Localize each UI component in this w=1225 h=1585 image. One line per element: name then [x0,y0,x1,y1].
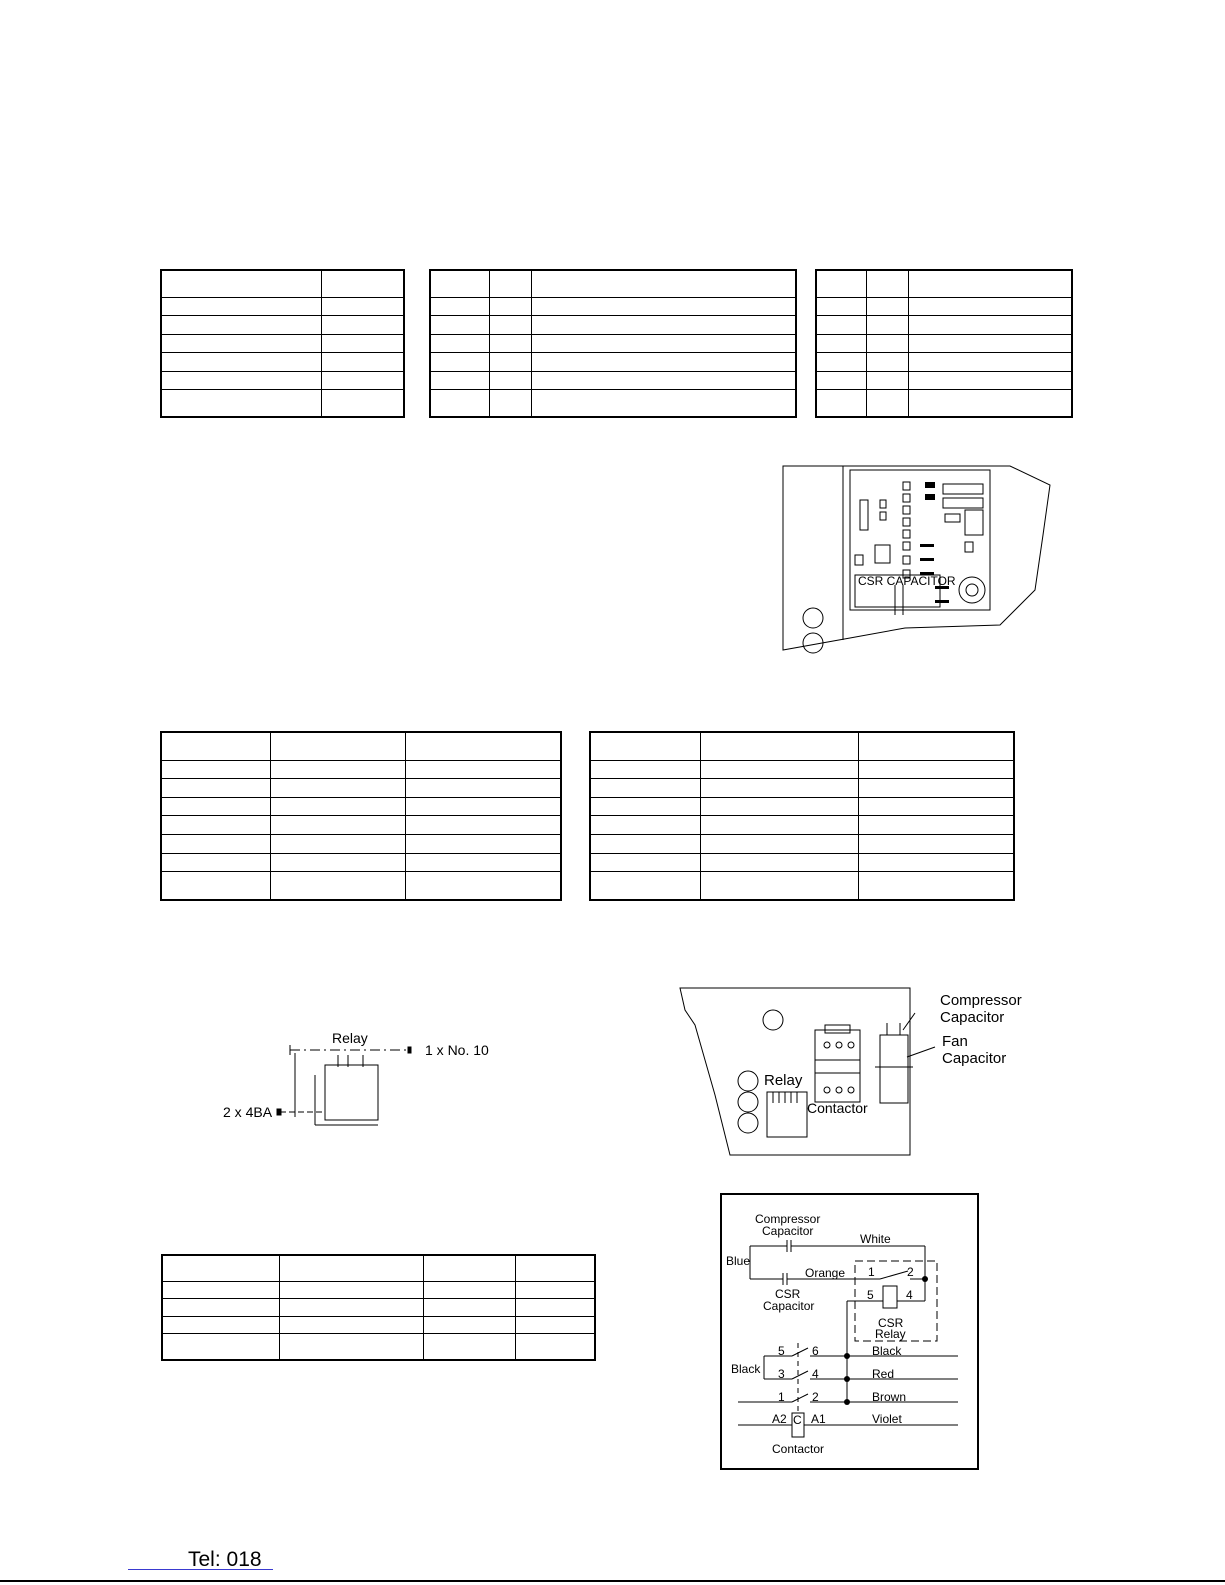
table-cell [489,389,531,417]
table-cell [866,270,908,298]
wd-csr-relay-1: CSR [878,1316,904,1330]
wd-t5: 5 [867,1288,874,1302]
wd-c4: 4 [812,1367,819,1381]
table-cell [161,334,321,352]
table-cell [321,334,404,352]
table-cell [279,1316,423,1334]
table-cell [700,816,858,835]
table-1 [160,269,405,418]
fan-capacitor-label-2: Capacitor [942,1050,1007,1067]
table-cell [405,779,561,798]
table-cell [423,1334,515,1360]
bottom-rule [0,1580,1225,1582]
table-row [816,316,1072,334]
table-cell [405,853,561,872]
table-cell [531,353,796,371]
table-row [430,270,796,298]
table-row [161,835,561,854]
wd-t2: 2 [907,1265,914,1279]
table-cell [161,835,270,854]
table-cell [161,797,270,816]
table-row [590,872,1014,900]
table-cell [858,779,1014,798]
table-row [590,797,1014,816]
table-cell [858,732,1014,760]
table-row [590,732,1014,760]
table-row [161,797,561,816]
table-cell [515,1281,595,1299]
table-row [161,298,404,316]
table-cell [423,1281,515,1299]
table-cell [270,835,405,854]
table-cell [430,389,489,417]
table-row [161,334,404,352]
table-cell [590,779,700,798]
table-cell [161,872,270,900]
panel-relay-label: Relay [764,1072,803,1089]
wd-black-left: Black [731,1362,761,1376]
table-row [430,334,796,352]
table-row [161,270,404,298]
table-cell [430,371,489,389]
wiring-diagram [720,1193,980,1471]
table-cell [908,270,1072,298]
fan-capacitor-label-1: Fan [942,1033,968,1050]
wd-coil: C [793,1413,802,1427]
relay-label: Relay [332,1030,368,1046]
table-cell [515,1316,595,1334]
table-cell [515,1299,595,1317]
table-cell [430,334,489,352]
table-cell [423,1299,515,1317]
table-cell [161,316,321,334]
compressor-capacitor-label-1: Compressor [940,992,1022,1009]
pcb-figure [775,460,1065,660]
table-cell [430,270,489,298]
table-row [590,760,1014,779]
table-cell [161,371,321,389]
table-cell [279,1255,423,1281]
wd-compressor-cap-2: Capacitor [762,1224,814,1238]
table-cell [590,797,700,816]
table-cell [489,371,531,389]
table-cell [161,732,270,760]
table-cell [405,835,561,854]
table-row [430,389,796,417]
table-cell [270,760,405,779]
table-cell [700,779,858,798]
wd-c3: 3 [778,1367,785,1381]
table-row [161,816,561,835]
wd-c6: 6 [812,1344,819,1358]
table-cell [700,797,858,816]
table-row [162,1316,595,1334]
table-row [162,1255,595,1281]
table-cell [405,760,561,779]
wd-csr-relay-2: Relay [875,1327,906,1341]
table-row [590,835,1014,854]
table-row [816,334,1072,352]
table-cell [405,797,561,816]
table-cell [590,872,700,900]
table-cell [531,334,796,352]
csr-capacitor-label: CSR CAPACITOR [858,574,956,588]
table-cell [321,298,404,316]
wd-contactor: Contactor [772,1442,825,1456]
compressor-capacitor-label-2: Capacitor [940,1009,1005,1026]
wd-t4: 4 [906,1288,913,1302]
table-row [816,389,1072,417]
wd-blue: Blue [726,1254,751,1268]
table-cell [816,316,866,334]
table-cell [908,389,1072,417]
table-row [816,353,1072,371]
table-cell [816,353,866,371]
table-cell [270,872,405,900]
wd-csr-cap-2: Capacitor [763,1299,815,1313]
table-row [590,853,1014,872]
table-cell [858,816,1014,835]
table-cell [162,1334,279,1360]
table-cell [590,760,700,779]
wd-a1: A1 [811,1412,826,1426]
table-row [161,389,404,417]
table-cell [531,371,796,389]
table-cell [161,760,270,779]
table-row [590,816,1014,835]
table-5 [589,731,1015,901]
table-cell [515,1334,595,1360]
table-cell [430,298,489,316]
panel-contactor-label: Contactor [807,1100,868,1116]
table-cell [700,853,858,872]
table-cell [489,334,531,352]
table-cell [405,732,561,760]
table-cell [321,353,404,371]
table-cell [816,298,866,316]
table-cell [279,1334,423,1360]
table-cell [858,760,1014,779]
table-row [430,353,796,371]
table-row [161,371,404,389]
table-cell [700,872,858,900]
wd-red: Red [872,1367,895,1381]
table-cell [270,816,405,835]
bolt-label: 2 x 4BA [223,1104,273,1120]
table-cell [270,797,405,816]
table-cell [321,316,404,334]
table-cell [430,353,489,371]
table-cell [270,779,405,798]
table-cell [866,316,908,334]
table-3 [815,269,1073,418]
table-cell [161,270,321,298]
wd-a2: A2 [772,1412,787,1426]
wd-csr-cap-1: CSR [775,1287,801,1301]
table-cell [279,1299,423,1317]
table-cell [531,298,796,316]
table-cell [161,853,270,872]
table-cell [858,835,1014,854]
relay-mounting-figure [215,1025,515,1135]
table-row [161,779,561,798]
table-cell [816,334,866,352]
panel-figure [675,985,1035,1160]
table-cell [430,316,489,334]
table-cell [908,371,1072,389]
table-cell [908,298,1072,316]
table-row [161,760,561,779]
table-cell [816,371,866,389]
table-cell [866,334,908,352]
table-cell [700,835,858,854]
table-cell [162,1281,279,1299]
table-cell [489,298,531,316]
table-cell [816,270,866,298]
table-row [162,1334,595,1360]
table-cell [866,389,908,417]
table-6 [161,1254,596,1361]
table-row [161,353,404,371]
table-row [430,298,796,316]
table-row [816,298,1072,316]
table-cell [858,797,1014,816]
table-cell [590,732,700,760]
table-cell [489,353,531,371]
footer-telephone: Tel: 018 [188,1548,262,1571]
wd-black: Black [872,1344,902,1358]
wd-brown: Brown [872,1390,907,1404]
table-cell [908,353,1072,371]
table-row [816,270,1072,298]
table-cell [531,389,796,417]
table-cell [531,316,796,334]
table-cell [590,853,700,872]
table-cell [531,270,796,298]
table-row [162,1281,595,1299]
table-cell [270,732,405,760]
wd-t1: 1 [868,1265,875,1279]
wd-c1: 1 [778,1390,785,1404]
table-cell [321,389,404,417]
screw-label: 1 x No. 10 [425,1042,489,1058]
table-cell [590,816,700,835]
table-row [816,371,1072,389]
table-cell [162,1255,279,1281]
table-cell [405,816,561,835]
table-4 [160,731,562,901]
table-cell [321,371,404,389]
table-cell [161,353,321,371]
table-cell [161,298,321,316]
table-cell [161,816,270,835]
table-cell [423,1255,515,1281]
table-cell [405,872,561,900]
table-row [161,732,561,760]
table-cell [700,732,858,760]
wd-compressor-cap-1: Compressor [755,1212,821,1226]
table-row [161,316,404,334]
wd-c2: 2 [812,1390,819,1404]
table-cell [489,270,531,298]
table-cell [908,334,1072,352]
table-cell [161,389,321,417]
table-cell [908,316,1072,334]
table-cell [866,298,908,316]
table-2 [429,269,797,418]
table-cell [858,872,1014,900]
table-cell [489,316,531,334]
wd-violet: Violet [872,1412,902,1426]
table-cell [858,853,1014,872]
table-cell [700,760,858,779]
table-cell [866,353,908,371]
table-row [590,779,1014,798]
table-cell [816,389,866,417]
table-row [161,872,561,900]
table-row [162,1299,595,1317]
table-row [430,316,796,334]
table-row [161,853,561,872]
table-cell [161,779,270,798]
table-cell [162,1316,279,1334]
table-cell [270,853,405,872]
table-row [430,371,796,389]
table-cell [162,1299,279,1317]
table-cell [866,371,908,389]
table-cell [321,270,404,298]
table-cell [590,835,700,854]
table-cell [423,1316,515,1334]
wd-orange: Orange [805,1266,846,1280]
wd-white: White [860,1232,891,1246]
table-cell [515,1255,595,1281]
wd-c5: 5 [778,1344,785,1358]
table-cell [279,1281,423,1299]
